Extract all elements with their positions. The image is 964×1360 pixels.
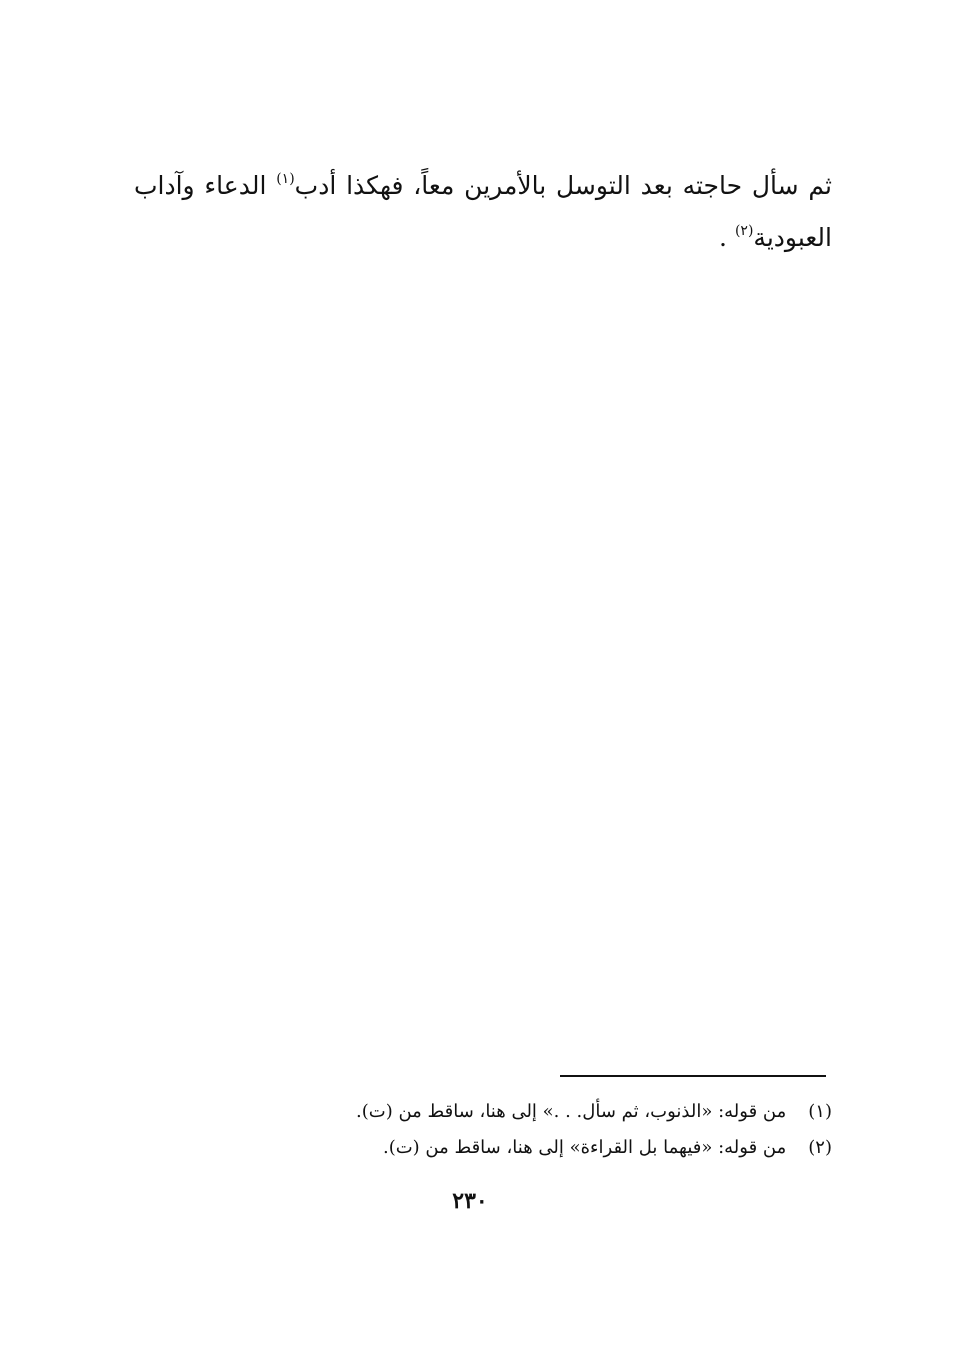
paragraph-line-2 [134, 212, 832, 264]
footnote-2 [250, 1130, 832, 1166]
footnote-text: من قوله: «الذنوب، ثم سأل. . .» إلى هنا، ساقط من (ت). [356, 1101, 787, 1122]
footnote-text: من قوله: «فيهما بل القراءة» إلى هنا، ساقط من (ت). [382, 1137, 787, 1158]
line1-text-end: الدعاء وآداب [134, 171, 277, 200]
footnote-1 [250, 1094, 832, 1130]
footnote-ref-1: (١) [276, 171, 295, 187]
footnote-number: (٢) [808, 1137, 832, 1158]
line2-text-end: . [719, 223, 735, 252]
footnotes [250, 1094, 832, 1166]
paragraph-line-1 [134, 160, 832, 212]
footnote-separator [560, 1075, 826, 1077]
line1-text: ثم سأل حاجته بعد التوسل بالأمرين معاً، فهكذا أدب [294, 171, 832, 200]
footnote-ref-2: (٢) [734, 223, 754, 239]
main-paragraph [134, 160, 832, 264]
page-number: ٢٣٠ [452, 1188, 488, 1214]
footnote-number: (١) [808, 1101, 832, 1122]
line2-text: العبودية [753, 223, 832, 252]
